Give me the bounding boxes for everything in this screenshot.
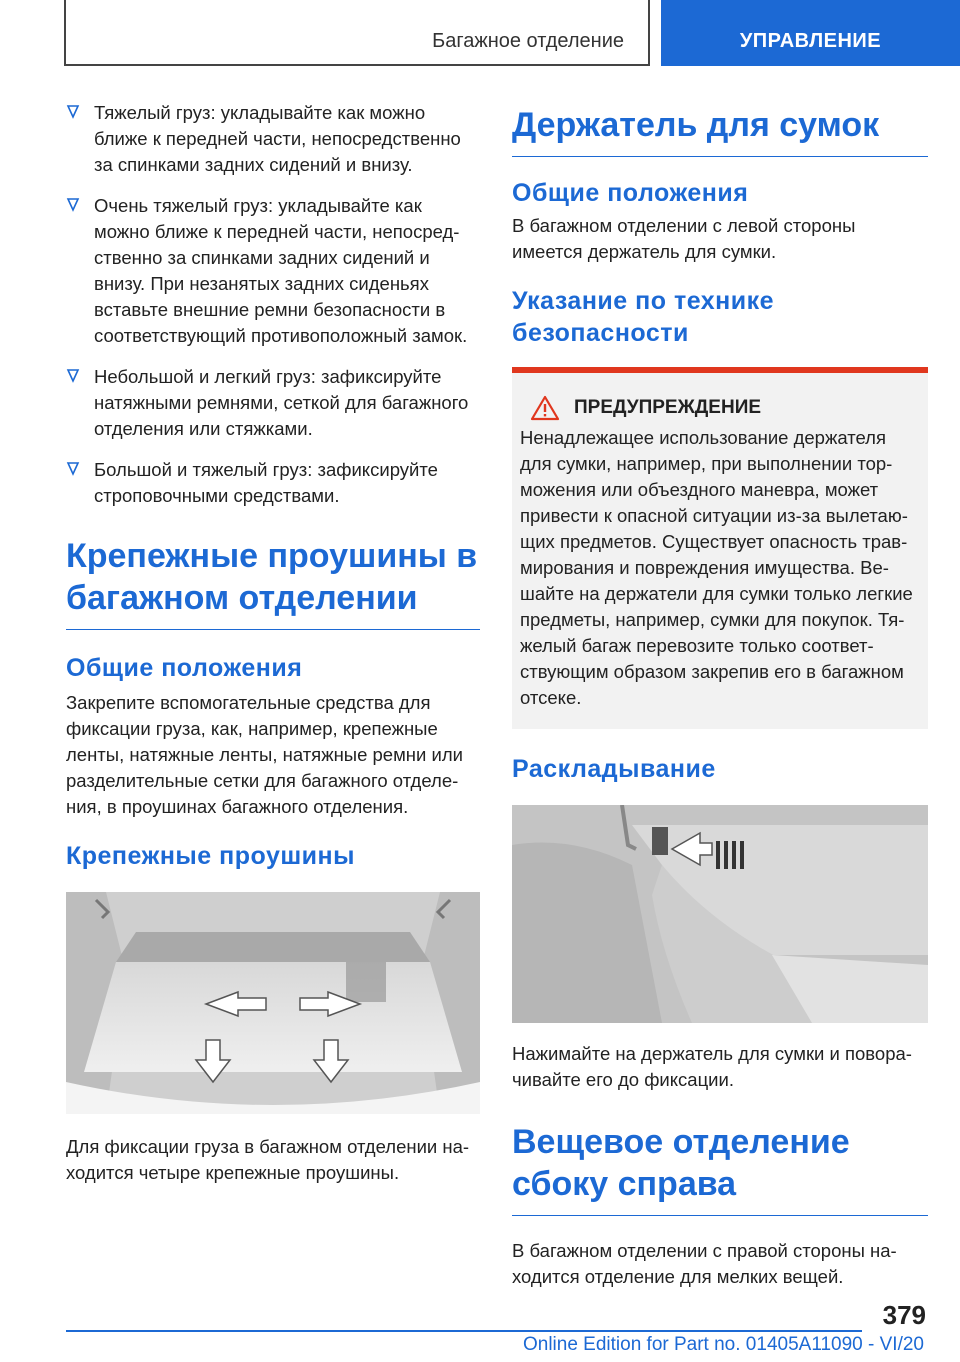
triangle-bullet-icon: [66, 461, 80, 477]
bullet-text: Небольшой и легкий груз: зафиксируйте натяжными ремнями, сеткой для багажного отделения или стяжками.: [94, 366, 469, 439]
general-text: Закрепите вспомогательные средства для фиксации груза, как, например, крепежные ленты, натяжные ленты, натяжные ремни или разделительные сетки для багажного отделения, в проушинах багажного отделения.: [66, 692, 463, 817]
footer-edition-text: Online Edition for Part no. 01405A11090 - VI/20: [522, 1334, 924, 1355]
list-item: [66, 457, 480, 509]
subsection-title-general: Общие положения: [66, 654, 303, 682]
list-item: [66, 364, 480, 442]
list-item: [66, 100, 480, 178]
subsection-title-safety: Указание по технике безопасности: [512, 287, 775, 347]
page-number: 379: [882, 1300, 926, 1330]
subsection-title-unfold: Раскладывание: [512, 755, 716, 783]
triangle-bullet-icon: [66, 197, 80, 213]
triangle-bullet-icon: [66, 104, 80, 120]
tie-down-eyes-caption: Для фиксации груза в багажном отделении находится четыре крепежные проушины.: [66, 1136, 470, 1183]
left-column: [66, 100, 480, 1186]
header-chapter-label: УПРАВЛЕНИЕ: [739, 30, 882, 52]
footer-divider: [66, 1330, 862, 1332]
load-bullet-list: [66, 100, 480, 509]
bag-holder-image: [512, 805, 928, 1023]
subsection-title-general: Общие положения: [512, 179, 749, 207]
list-item: [66, 193, 480, 349]
subsection-title-tie-down-eyes: Крепежные проушины: [66, 842, 356, 870]
side-compartment-text: В багажном отделении с правой стороны находится отделение для мелких вещей.: [512, 1240, 897, 1287]
bullet-text: Большой и тяжелый груз: зафиксируйте строповочными средствами.: [94, 459, 438, 506]
warning-box: [512, 367, 928, 729]
header-section-title: Багажное отделение: [432, 30, 624, 52]
warning-triangle-icon: [530, 395, 560, 421]
warning-header: [520, 395, 920, 421]
triangle-bullet-icon: [66, 368, 80, 384]
section-title-tie-down-eyes: Крепежные проушины в багажном отделении: [66, 535, 480, 630]
bullet-text: Очень тяжелый груз: укладывайте как можно ближе к передней части, непосредственно за спинками задних сидений и внизу. При незанятых задних сиденьях вставьте внешние ремни безопасности в соответствующий противоположный замок.: [94, 195, 468, 346]
warning-text: Ненадлежащее использование держателя для сумки, например, при выполнении торможения или объездного маневра, может привести к опасной ситуации из-за вылетающих предметов. Существует опасность травмирования и повреждения имущества. Вешайте на держатели для сумки только легкие предметы, например, сумки для покупок. Тяжелый багаж перевозите только соответствующим образом закрепив его в багажном отсеке.: [520, 427, 913, 708]
section-title-bag-holder: Держатель для сумок: [512, 104, 928, 157]
section-title-side-compartment: Вещевое отделение сбоку справа: [512, 1121, 928, 1216]
right-column: [512, 100, 928, 1290]
unfold-caption: Нажимайте на держатель для сумки и поворачивайте его до фиксации.: [512, 1043, 912, 1090]
header-box: [64, 0, 650, 66]
warning-title: ПРЕДУПРЕЖДЕНИЕ: [574, 397, 762, 418]
bag-holder-general-text: В багажном отделении с левой стороны имеется держатель для сумки.: [512, 215, 856, 262]
trunk-tie-down-eyes-image: [66, 892, 480, 1114]
header-chapter-tab[interactable]: [661, 0, 960, 66]
bullet-text: Тяжелый груз: укладывайте как можно ближе к передней части, непосредственно за спинками задних сидений и внизу.: [94, 102, 461, 175]
